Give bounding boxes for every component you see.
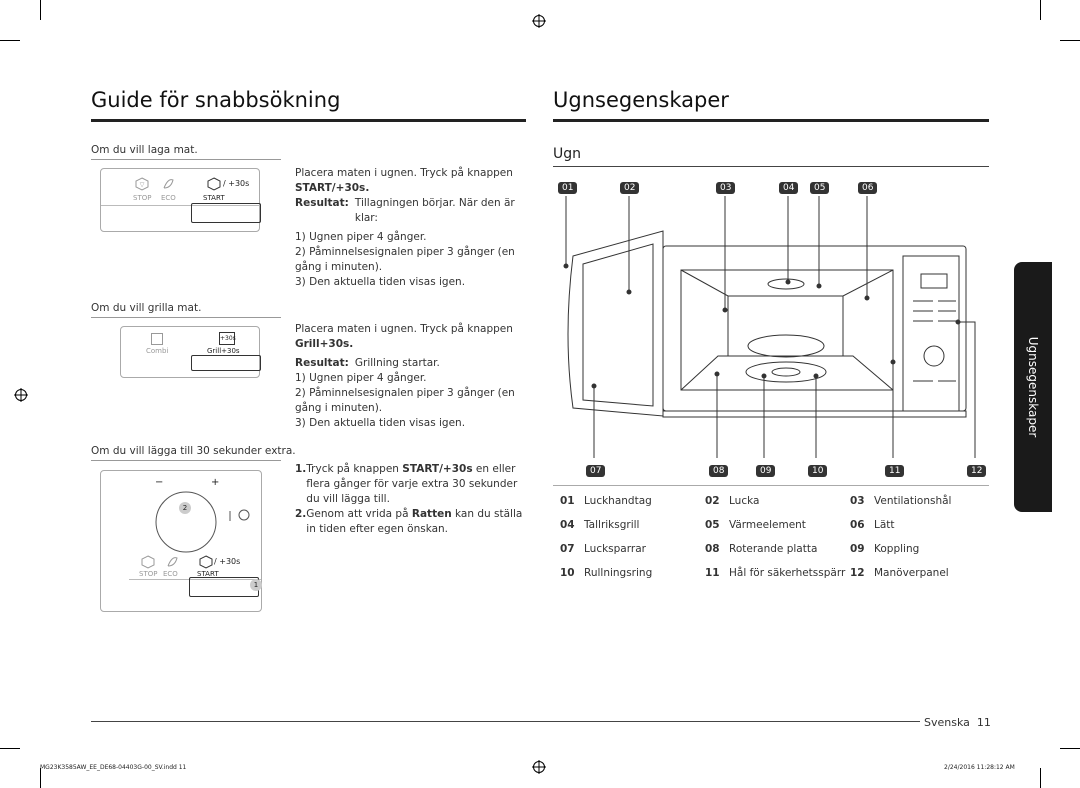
callout-09 [756, 458, 775, 477]
legend-item [850, 518, 990, 533]
callout-badge: 03 [716, 182, 735, 194]
callout-badge: 10 [808, 465, 827, 477]
step-pre: Tryck på knappen [306, 463, 403, 475]
callout-badge: 01 [558, 182, 577, 194]
result-row [295, 356, 525, 371]
legend-label: Lucksparrar [584, 543, 646, 555]
title-rule [553, 119, 989, 122]
title-rule [91, 119, 526, 122]
step-text [306, 507, 525, 537]
crop-mark [0, 40, 20, 41]
stop-label: STOP [139, 570, 158, 578]
callout-08 [709, 458, 728, 477]
callout-1: 1 [250, 579, 262, 591]
step-3: 3) Den aktuella tiden visas igen. [295, 276, 466, 288]
intro-text: Placera maten i ugnen. Tryck på knappen [295, 167, 513, 179]
legend-number: 01 [560, 495, 575, 507]
callout-badge: 12 [967, 465, 986, 477]
grill-button[interactable] [191, 355, 261, 371]
start-label: START [203, 194, 225, 202]
oven-diagram [553, 186, 989, 458]
stop-label: STOP [133, 194, 152, 202]
callout-12 [967, 458, 986, 477]
footer-rule [91, 721, 989, 722]
legend-item [705, 494, 850, 509]
svg-text:▽: ▽ [139, 181, 145, 189]
step-2: 2) Påminnelsesignalen piper 3 gånger (en gång i minuten). [295, 387, 515, 414]
legend-number: 05 [705, 519, 720, 531]
callout-07 [586, 458, 605, 477]
legend-number: 03 [850, 495, 865, 507]
legend-label: Värmeelement [729, 519, 806, 531]
start-icon [207, 177, 221, 191]
button-name: Grill+30s. [295, 338, 354, 350]
crop-mark [40, 768, 41, 788]
legend-number: 12 [850, 567, 865, 579]
start-label: START [197, 570, 219, 578]
control-panel-cook [100, 168, 260, 232]
section-text-add30 [295, 462, 525, 537]
touch-icon [227, 507, 251, 523]
button-name-text: START/+30s [295, 182, 366, 194]
legend-label: Luckhandtag [584, 495, 652, 507]
legend-grid [560, 494, 990, 581]
plus-label: + [211, 477, 220, 488]
result-label: Resultat: [295, 197, 349, 209]
eco-icon [165, 555, 179, 569]
callout-badge: 04 [779, 182, 798, 194]
callout-badge: 02 [620, 182, 639, 194]
section-tab[interactable] [1014, 262, 1052, 512]
control-panel-grill [120, 326, 260, 378]
callout-11 [885, 458, 904, 477]
legend-rule [553, 485, 989, 486]
step-text [306, 462, 525, 507]
subtitle: Ugn [553, 146, 582, 162]
legend-item [850, 494, 990, 509]
page-footer [920, 715, 995, 730]
step-2: 2) Påminnelsesignalen piper 3 gånger (en gång i minuten). [295, 246, 515, 273]
plus30-label: / +30s [223, 179, 250, 188]
right-page-title: Ugnsegenskaper [553, 88, 729, 112]
legend-item [850, 542, 990, 557]
section-heading-grill: Om du vill grilla mat. [91, 302, 202, 314]
legend-item [705, 542, 850, 557]
divider [91, 317, 281, 318]
step-pre: Genom att vrida på [306, 508, 412, 520]
combi-label: Combi [146, 347, 169, 355]
eco-label: ECO [163, 570, 178, 578]
legend-number: 09 [850, 543, 865, 555]
legend-item [560, 566, 705, 581]
section-heading-add30: Om du vill lägga till 30 sekunder extra. [91, 445, 296, 457]
legend-label: Manöverpanel [874, 567, 949, 579]
divider [91, 460, 281, 461]
section-tab-label: Ugnsegenskaper [1026, 336, 1040, 438]
legend-item [560, 518, 705, 533]
step-post: kan du ställa in tiden efter egen önskan. [306, 508, 523, 535]
result-label: Resultat: [295, 357, 349, 369]
callout-2: 2 [179, 502, 191, 514]
eco-label: ECO [161, 194, 176, 202]
legend-label: Lätt [874, 519, 895, 531]
step-bold: Ratten [411, 508, 452, 520]
print-date-info: 2/24/2016 11:28:12 AM [944, 764, 1015, 771]
callout-badge: 08 [709, 465, 728, 477]
legend-number: 04 [560, 519, 575, 531]
registration-mark-icon [532, 14, 546, 28]
dial-knob-icon[interactable] [151, 487, 221, 557]
callout-badge: 05 [810, 182, 829, 194]
section-heading-cook: Om du vill laga mat. [91, 144, 198, 156]
footer-language: Svenska [924, 716, 970, 729]
callout-badge: 11 [885, 465, 904, 477]
legend-item [560, 494, 705, 509]
callout-badge: 07 [586, 465, 605, 477]
stop-icon [141, 555, 155, 569]
step-number: 1. [295, 463, 307, 475]
step-number: 2. [295, 508, 307, 520]
subtitle-rule [553, 166, 989, 167]
legend-number: 02 [705, 495, 720, 507]
legend-number: 11 [705, 567, 720, 579]
numbered-step-1 [295, 462, 525, 507]
grill-icon: +30s [219, 332, 235, 345]
legend-label: Ventilationshål [874, 495, 952, 507]
registration-mark-icon [532, 760, 546, 774]
callout-10 [808, 458, 827, 477]
plus30-label: / +30s [214, 557, 241, 566]
callout-badge: 06 [858, 182, 877, 194]
step-1: 1) Ugnen piper 4 gånger. [295, 372, 427, 384]
legend-item [850, 566, 990, 581]
legend-number: 08 [705, 543, 720, 555]
crop-mark [1060, 40, 1080, 41]
crop-mark [40, 0, 41, 20]
crop-mark [1060, 748, 1080, 749]
legend [560, 494, 990, 581]
callout-badge: 09 [756, 465, 775, 477]
footer-page-number: 11 [976, 716, 991, 729]
legend-item [705, 566, 850, 581]
numbered-step-2 [295, 507, 525, 537]
result-text: Grillning startar. [354, 357, 440, 369]
button-name: START/+30s. [295, 182, 370, 194]
legend-label: Koppling [874, 543, 920, 555]
legend-item [560, 542, 705, 557]
step-bold: START/+30s [402, 463, 473, 475]
section-text-cook [295, 166, 525, 290]
legend-label: Hål för säkerhetsspärr [729, 567, 846, 579]
step-1: 1) Ugnen piper 4 gånger. [295, 231, 427, 243]
start-button[interactable] [191, 203, 261, 223]
step-post: en eller flera gånger för varje extra 30 sekunder du vill lägga till. [306, 463, 518, 505]
grill-label: Grill+30s [207, 347, 240, 355]
combi-icon [151, 333, 163, 345]
registration-mark-icon [14, 388, 28, 402]
result-row [295, 196, 525, 226]
intro-text: Placera maten i ugnen. Tryck på knappen [295, 323, 513, 335]
legend-item [705, 518, 850, 533]
crop-mark [1040, 0, 1041, 20]
left-page-title: Guide för snabbsökning [91, 88, 341, 112]
step-3: 3) Den aktuella tiden visas igen. [295, 417, 466, 429]
minus-label: − [155, 477, 164, 488]
crop-mark [1040, 768, 1041, 788]
button-name-text: Grill+30s [295, 338, 350, 350]
result-text: Tillagningen börjar. När den är klar: [354, 197, 515, 224]
stop-icon [135, 177, 149, 191]
print-file-info: MG23K3585AW_EE_DE68-04403G-00_SV.indd 11 [40, 764, 187, 771]
legend-number: 07 [560, 543, 575, 555]
legend-number: 06 [850, 519, 865, 531]
control-panel-dial [100, 470, 262, 612]
eco-icon [161, 177, 175, 191]
legend-label: Tallriksgrill [584, 519, 640, 531]
crop-mark [0, 748, 20, 749]
section-text-grill [295, 322, 525, 431]
legend-label: Rullningsring [584, 567, 653, 579]
legend-label: Lucka [729, 495, 760, 507]
start-icon [199, 555, 213, 569]
start-button[interactable] [189, 577, 259, 597]
legend-label: Roterande platta [729, 543, 818, 555]
divider [91, 159, 281, 160]
legend-number: 10 [560, 567, 575, 579]
